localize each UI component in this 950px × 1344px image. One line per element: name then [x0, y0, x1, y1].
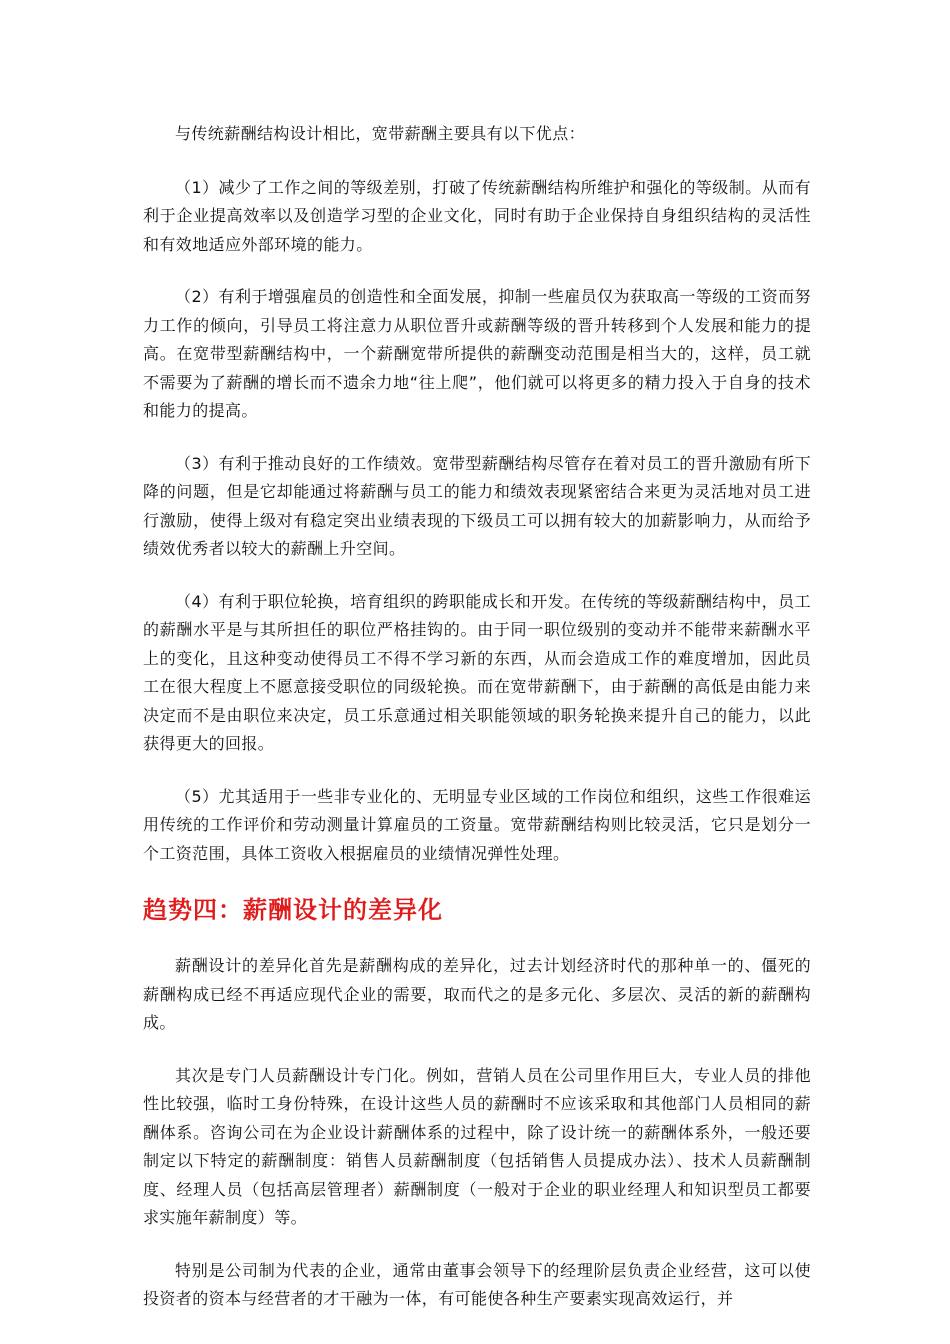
section-paragraph-3: 特别是公司制为代表的企业，通常由董事会领导下的经理阶层负责企业经营，这可以使投资者的资本与经营者的才干融为一体，有可能使各种生产要素实现高效运行，并 — [143, 1260, 811, 1308]
advantage-paragraph-3: （3）有利于推动良好的工作绩效。宽带型薪酬结构尽管存在着对员工的晋升激励有所下降的问题，但是它却能通过将薪酬与员工的能力和绩效表现紧密结合来更为灵活地对员工进行激励，使得上级对有稳定突出业绩表现的下级员工可以拥有较大的加薪影响力，从而给予绩效优秀者以较大的薪酬上升空间。 — [143, 453, 811, 558]
document-body — [143, 120, 811, 1338]
advantage-paragraph-2: （2）有利于增强雇员的创造性和全面发展，抑制一些雇员仅为获取高一等级的工资而努力工作的倾向，引导员工将注意力从职位晋升或薪酬等级的晋升转移到个人发展和能力的提高。在宽带型薪酬结构中，一个薪酬宽带所提供的薪酬变动范围是相当大的，这样，员工就不需要为了薪酬的增长而不遗余力地“往上爬”，他们就可以将更多的精力投入于自身的技术和能力的提高。 — [143, 287, 811, 420]
advantage-paragraph-5: （5）尤其适用于一些非专业化的、无明显专业区域的工作岗位和组织，这些工作很难运用传统的工作评价和劳动测量计算雇员的工资量。宽带薪酬结构则比较灵活，它只是划分一个工资范围，具体工资收入根据雇员的业绩情况弹性处理。 — [143, 786, 811, 863]
section-paragraph-1: 薪酬设计的差异化首先是薪酬构成的差异化，过去计划经济时代的那种单一的、僵死的薪酬构成已经不再适应现代企业的需要，取而代之的是多元化、多层次、灵活的新的薪酬构成。 — [143, 956, 811, 1032]
section-heading: 趋势四：薪酬设计的差异化 — [143, 896, 443, 924]
intro-paragraph: 与传统薪酬结构设计相比，宽带薪酬主要具有以下优点： — [175, 124, 586, 143]
advantage-paragraph-1: （1）减少了工作之间的等级差别，打破了传统薪酬结构所维护和强化的等级制。从而有利于企业提高效率以及创造学习型的企业文化，同时有助于企业保持自身组织结构的灵活性和有效地适应外部环境的能力。 — [143, 177, 811, 254]
advantage-paragraph-4: （4）有利于职位轮换，培育组织的跨职能成长和开发。在传统的等级薪酬结构中，员工的薪酬水平是与其所担任的职位严格挂钩的。由于同一职位级别的变动并不能带来薪酬水平上的变化，且这种变动使得员工不得不学习新的东西，从而会造成工作的难度增加，因此员工在很大程度上不愿意接受职位的同级轮换。而在宽带薪酬下，由于薪酬的高低是由能力来决定而不是由职位来决定，员工乐意通过相关职能领域的职务轮换来提升自己的能力，以此获得更大的回报。 — [143, 591, 811, 753]
section-paragraph-2: 其次是专门人员薪酬设计专门化。例如，营销人员在公司里作用巨大，专业人员的排他性比较强，临时工身份特殊，在设计这些人员的薪酬时不应该采取和其他部门人员相同的薪酬体系。咨询公司在为企业设计薪酬体系的过程中，除了设计统一的薪酬体系外，一般还要制定以下特定的薪酬制度：销售人员薪酬制度（包括销售人员提成办法）、技术人员薪酬制度、经理人员（包括高层管理者）薪酬制度（一般对于企业的职业经理人和知识型员工都要求实施年薪制度）等。 — [143, 1065, 811, 1227]
